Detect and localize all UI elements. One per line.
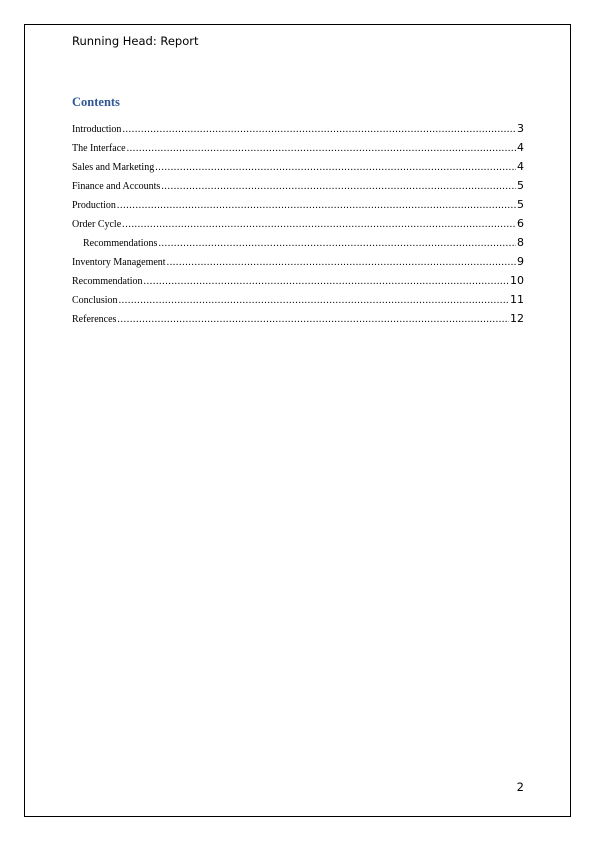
toc-entry-recommendations[interactable] xyxy=(72,236,524,255)
toc-dot-leader xyxy=(158,237,516,251)
toc-entry-inventory-management[interactable] xyxy=(72,255,524,274)
toc-entry-title: Finance and Accounts xyxy=(72,181,161,192)
toc-entry-introduction[interactable] xyxy=(72,122,524,141)
toc-entry-page: 4 xyxy=(517,160,524,173)
toc-dot-leader xyxy=(155,161,516,175)
toc-dot-leader xyxy=(122,123,516,137)
toc-entry-sales-and-marketing[interactable] xyxy=(72,160,524,179)
page-number: 2 xyxy=(516,780,524,794)
toc-entry-page: 12 xyxy=(510,312,524,325)
toc-dot-leader xyxy=(117,313,509,327)
toc-entry-the-interface[interactable] xyxy=(72,141,524,160)
toc-entry-page: 8 xyxy=(517,236,524,249)
toc-entry-page: 5 xyxy=(517,198,524,211)
toc-entry-recommendation[interactable] xyxy=(72,274,524,293)
toc-entry-title: Conclusion xyxy=(72,295,118,306)
toc-entry-order-cycle[interactable] xyxy=(72,217,524,236)
toc-heading: Contents xyxy=(72,95,120,109)
toc-entry-title: Order Cycle xyxy=(72,219,122,230)
toc-dot-leader xyxy=(119,294,509,308)
toc-entry-title: Sales and Marketing xyxy=(72,162,155,173)
toc-entry-page: 11 xyxy=(510,293,524,306)
toc-entry-production[interactable] xyxy=(72,198,524,217)
toc-entry-title: Recommendation xyxy=(72,276,143,287)
toc-dot-leader xyxy=(161,180,516,194)
toc-entry-finance-and-accounts[interactable] xyxy=(72,179,524,198)
toc-entry-page: 5 xyxy=(517,179,524,192)
toc-entry-page: 10 xyxy=(510,274,524,287)
toc-entry-page: 6 xyxy=(517,217,524,230)
toc-entry-page: 9 xyxy=(517,255,524,268)
toc-entry-conclusion[interactable] xyxy=(72,293,524,312)
table-of-contents xyxy=(72,122,524,331)
toc-dot-leader xyxy=(144,275,509,289)
toc-entry-title: Production xyxy=(72,200,116,211)
toc-entry-title: Recommendations xyxy=(83,238,158,249)
toc-entry-page: 3 xyxy=(517,122,524,135)
toc-dot-leader xyxy=(127,142,516,156)
running-head: Running Head: Report xyxy=(72,34,199,48)
toc-dot-leader xyxy=(117,199,516,213)
toc-entry-title: The Interface xyxy=(72,143,126,154)
toc-entry-title: Introduction xyxy=(72,124,122,135)
toc-entry-title: Inventory Management xyxy=(72,257,166,268)
toc-entry-references[interactable] xyxy=(72,312,524,331)
toc-dot-leader xyxy=(122,218,516,232)
toc-dot-leader xyxy=(167,256,516,270)
toc-entry-title: References xyxy=(72,314,117,325)
toc-entry-page: 4 xyxy=(517,141,524,154)
